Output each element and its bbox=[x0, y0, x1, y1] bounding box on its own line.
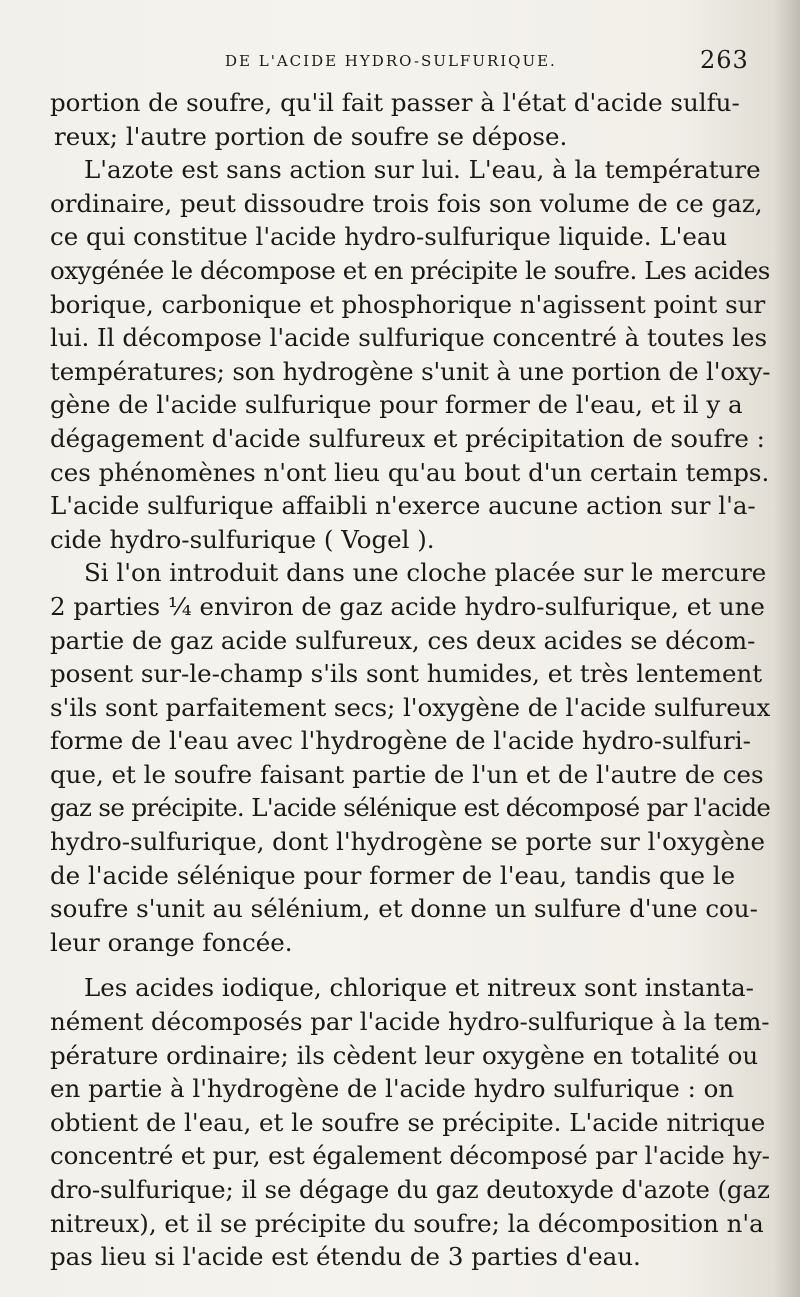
paragraph bbox=[50, 86, 770, 153]
text-line: cide hydro-sulfurique ( Vogel ). bbox=[50, 524, 435, 554]
paragraph bbox=[50, 971, 770, 1273]
page-header bbox=[0, 46, 800, 80]
text-line: s'ils sont parfaitement secs; l'oxygène de l'acide sulfureux bbox=[50, 692, 771, 722]
body-text bbox=[50, 86, 770, 1274]
text-line: nitreux), et il se précipite du soufre; la décomposition n'a bbox=[50, 1208, 764, 1238]
running-head: DE L'ACIDE HYDRO-SULFURIQUE. bbox=[225, 52, 557, 70]
text-line: oxygénée le décompose et en précipite le soufre. Les acides bbox=[50, 255, 770, 285]
text-line: reux; l'autre portion de soufre se dépose. bbox=[54, 121, 568, 151]
text-line: que, et le soufre faisant partie de l'un et de l'autre de ces bbox=[50, 759, 764, 789]
paragraph-gap bbox=[50, 959, 770, 971]
text-line: L'azote est sans action sur lui. L'eau, à la température bbox=[84, 155, 761, 185]
page-edge-shadow bbox=[774, 0, 800, 1297]
text-line: nément décomposés par l'acide hydro-sulfurique à la tem- bbox=[50, 1007, 770, 1037]
text-line: ces phénomènes n'ont lieu qu'au bout d'un certain temps. bbox=[50, 457, 770, 487]
text-line: portion de soufre, qu'il fait passer à l'état d'acide sulfu- bbox=[50, 88, 740, 117]
text-line: leur orange foncée. bbox=[50, 927, 293, 957]
paragraph bbox=[50, 556, 770, 959]
text-line: Les acides iodique, chlorique et nitreux sont instanta- bbox=[84, 973, 754, 1003]
text-line: dégagement d'acide sulfureux et précipitation de soufre : bbox=[50, 423, 765, 453]
text-line: partie de gaz acide sulfureux, ces deux acides se décom- bbox=[50, 625, 756, 655]
text-line: Si l'on introduit dans une cloche placée sur le mercure bbox=[84, 558, 767, 588]
text-line: pérature ordinaire; ils cèdent leur oxygène en totalité ou bbox=[50, 1040, 759, 1070]
text-line: posent sur-le-champ s'ils sont humides, et très lentement bbox=[50, 659, 763, 689]
text-line: hydro-sulfurique, dont l'hydrogène se porte sur l'oxygène bbox=[50, 827, 766, 857]
text-line: gaz se précipite. L'acide sélénique est décomposé par l'acide bbox=[50, 793, 771, 823]
text-line: concentré et pur, est également décomposé par l'acide hy- bbox=[50, 1141, 770, 1171]
text-line: dro-sulfurique; il se dégage du gaz deutoxyde d'azote (gaz bbox=[50, 1175, 770, 1204]
page-number: 263 bbox=[700, 46, 749, 74]
text-line: températures; son hydrogène s'unit à une portion de l'oxy- bbox=[50, 356, 771, 386]
text-line: L'acide sulfurique affaibli n'exerce aucune action sur l'a- bbox=[50, 491, 756, 521]
text-line: gène de l'acide sulfurique pour former de l'eau, et il y a bbox=[50, 390, 743, 420]
text-line: forme de l'eau avec l'hydrogène de l'acide hydro-sulfuri- bbox=[50, 726, 751, 756]
text-line: 2 parties ¼ environ de gaz acide hydro-sulfurique, et une bbox=[50, 591, 765, 621]
text-line: ce qui constitue l'acide hydro-sulfurique liquide. L'eau bbox=[50, 222, 728, 252]
paragraph bbox=[50, 153, 770, 556]
text-line: ordinaire, peut dissoudre trois fois son volume de ce gaz, bbox=[50, 188, 763, 218]
text-line: obtient de l'eau, et le soufre se précipite. L'acide nitrique bbox=[50, 1107, 766, 1137]
text-line: borique, carbonique et phosphorique n'agissent point sur bbox=[50, 289, 766, 319]
text-line: soufre s'unit au sélénium, et donne un sulfure d'une cou- bbox=[50, 894, 758, 924]
text-line: lui. Il décompose l'acide sulfurique concentré à toutes les bbox=[50, 323, 768, 353]
text-line: de l'acide sélénique pour former de l'eau, tandis que le bbox=[50, 860, 736, 890]
text-line: en partie à l'hydrogène de l'acide hydro sulfurique : on bbox=[50, 1074, 735, 1104]
text-line: pas lieu si l'acide est étendu de 3 parties d'eau. bbox=[50, 1242, 641, 1272]
